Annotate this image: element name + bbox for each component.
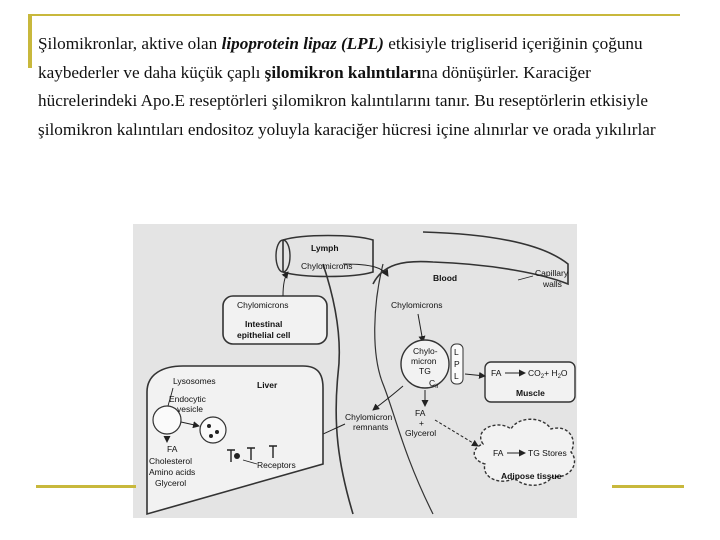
fa-muscle-label: FA — [491, 368, 502, 378]
remnants-label-2: remnants — [353, 422, 389, 432]
fa-adipose-label: FA — [493, 448, 504, 458]
body-text-part-1: Şilomikronlar, aktive olan — [38, 34, 222, 53]
chylomicron-metabolism-diagram — [133, 224, 577, 518]
capillary-walls-label-2: walls — [543, 279, 562, 289]
lpl-letter-p: P — [454, 359, 460, 369]
fa-glycerol-label-3: Glycerol — [405, 428, 437, 438]
chylomicrons-blood-label: Chylomicrons — [391, 300, 443, 310]
lysosomes-label: Lysosomes — [173, 376, 216, 386]
lpl-letter-l2: L — [454, 371, 459, 381]
fa-glycerol-label-1: FA — [415, 408, 426, 418]
remnants-label-1: Chylomicron — [345, 412, 393, 422]
adipose-label: Adipose tissue — [501, 471, 562, 481]
fa-glycerol-label-2: + — [419, 418, 424, 428]
vesicle-particle-1 — [207, 424, 211, 428]
blood-label: Blood — [433, 273, 458, 283]
chylomicron-tg-label: TG — [419, 366, 431, 376]
body-text-part-2: etkisiyle trigliserid içeriğinin çoğunu kaybederler ve daha küçük çaplı — [38, 34, 643, 82]
footer-accent-right — [612, 485, 684, 488]
cii-label: $C_{II}$ — [429, 378, 439, 390]
lpl-letter-l1: L — [454, 347, 459, 357]
lpl-term: lipoprotein lipaz (LPL) — [221, 34, 384, 53]
title-accent-bar — [28, 14, 32, 68]
intestinal-label-1: Intestinal — [245, 319, 283, 329]
intestinal-label-2: epithelial cell — [237, 330, 291, 340]
title-accent-line — [28, 14, 680, 16]
endocytic-vesicle — [200, 417, 226, 443]
glycerol-liver-label: Glycerol — [155, 478, 187, 488]
receptors-label: Receptors — [257, 460, 296, 470]
co2-h2o-label: $CO_2+ H_2O$ — [528, 368, 568, 380]
capillary-walls-label-1: Capillary — [535, 268, 569, 278]
amino-acids-label: Amino acids — [149, 467, 196, 477]
endocytic-label-1: Endocytic — [169, 394, 206, 404]
endocytic-label-2: vesicle — [177, 404, 203, 414]
slide-body-text — [38, 30, 688, 144]
chylomicrons-intestine-label: Chylomicrons — [237, 300, 289, 310]
tg-stores-label: TG Stores — [528, 448, 567, 458]
liver-label: Liver — [257, 380, 278, 390]
vesicle-particle-2 — [215, 430, 219, 434]
cholesterol-label: Cholesterol — [149, 456, 192, 466]
diagram-svg — [133, 224, 577, 518]
fa-liver-label: FA — [167, 444, 178, 454]
footer-accent-left — [36, 485, 136, 488]
chylomicron-label-1: Chylo- — [413, 346, 438, 356]
remnant-term: şilomikron kalıntıları — [264, 62, 422, 82]
chylomicron-label-2: micron — [411, 356, 437, 366]
bound-remnant — [234, 453, 240, 459]
muscle-label: Muscle — [516, 388, 545, 398]
vesicle-particle-3 — [209, 434, 213, 438]
chylomicrons-lymph-label: Chylomicrons — [301, 261, 353, 271]
lymph-label: Lymph — [311, 243, 339, 253]
body-text-part-3: na dönüşürler. Karaciğer hücrelerindeki Apo.E reseptörleri şilomikron kalıntılarını tanır. Bu reseptörlerin etkisiyle şilomikron kalıntıları endositoz yoluyla karaciğer hücresi içine alınırlar ve orada yıkılırlar — [38, 62, 656, 139]
